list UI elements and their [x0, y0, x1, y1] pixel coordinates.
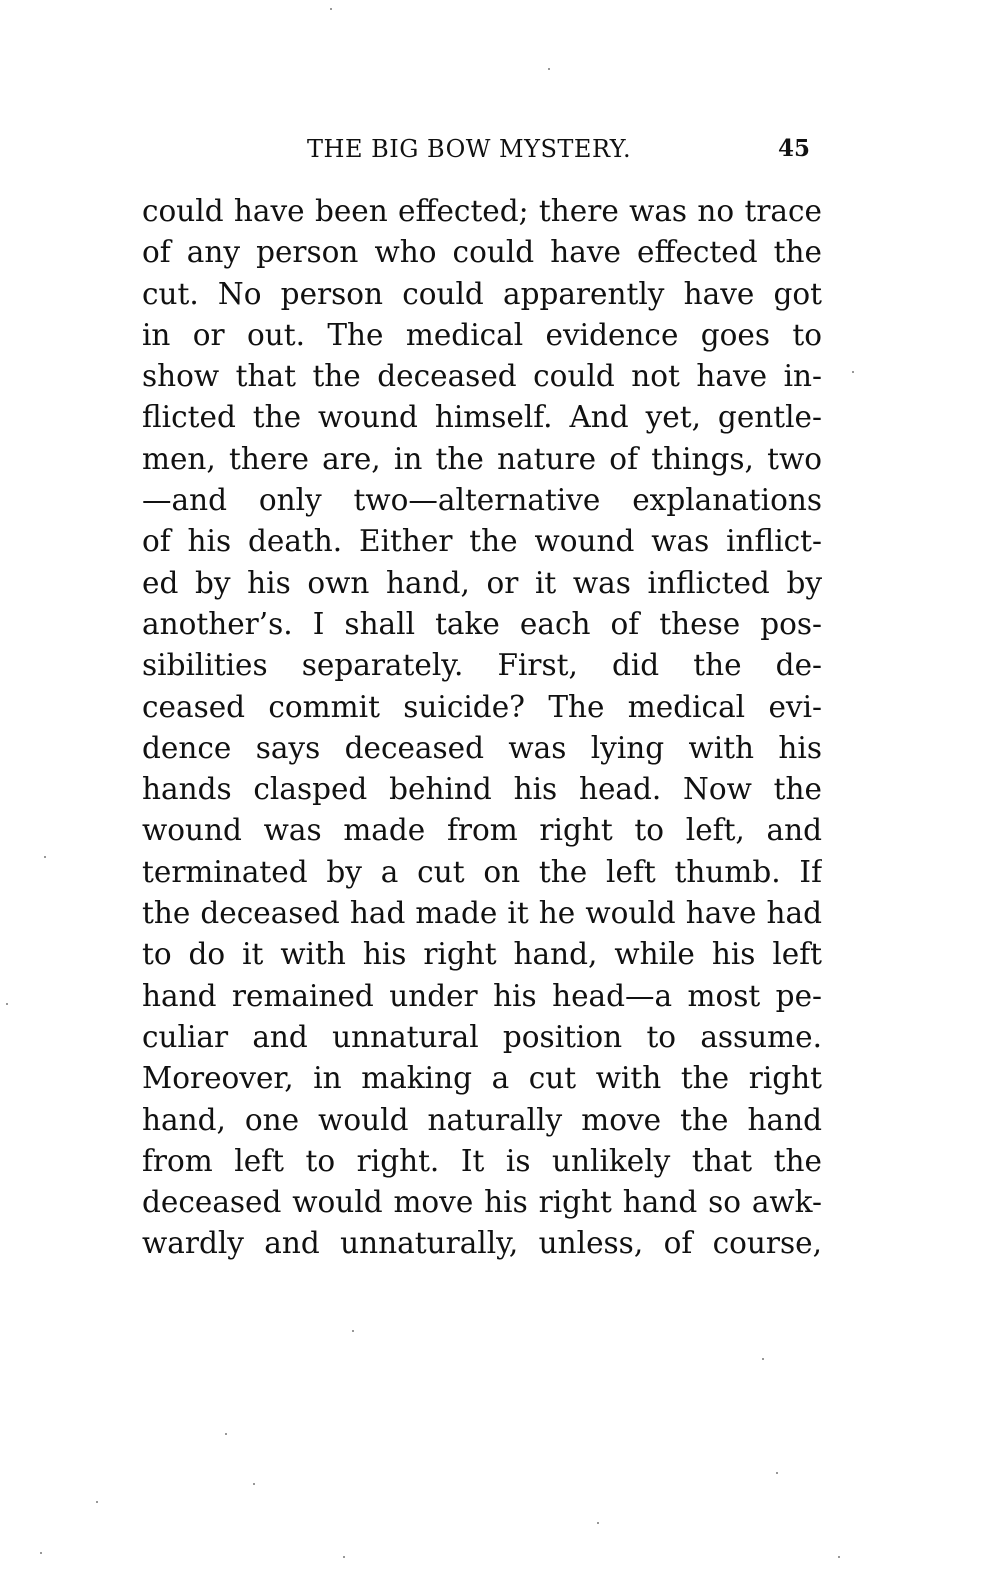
text-line: of his death. Either the wound was inflict- — [142, 524, 822, 559]
text-line: the deceased had made it he would have had — [142, 896, 822, 931]
text-line: to do it with his right hand, while his left — [142, 937, 822, 972]
text-line: men, there are, in the nature of things, two — [142, 441, 822, 476]
header-title: THE BIG BOW MYSTERY. — [307, 135, 632, 163]
scan-speck — [548, 68, 550, 70]
scan-speck — [838, 1556, 840, 1558]
scan-speck — [330, 8, 332, 10]
text-line: in or out. The medical evidence goes to — [142, 317, 822, 352]
text-line: another’s. I shall take each of these pos- — [142, 606, 822, 641]
scan-speck — [762, 1358, 764, 1360]
scan-speck — [225, 1433, 227, 1435]
text-line: from left to right. It is unlikely that the — [142, 1143, 822, 1178]
body-text — [142, 191, 822, 1265]
scan-speck — [343, 1556, 345, 1558]
text-line: sibilities separately. First, did the de- — [142, 648, 822, 683]
text-line: hand remained under his head—a most pe- — [142, 978, 822, 1013]
text-line: wound was made from right to left, and — [142, 813, 822, 848]
text-line: terminated by a cut on the left thumb. If — [142, 854, 822, 889]
text-line: could have been effected; there was no trace — [142, 194, 822, 228]
text-line: show that the deceased could not have in- — [142, 359, 822, 394]
scan-speck — [352, 1330, 354, 1332]
page-number: 45 — [777, 135, 810, 162]
scan-speck — [6, 1003, 8, 1005]
text-line: hand, one would naturally move the hand — [142, 1102, 822, 1137]
scan-speck — [776, 1472, 778, 1474]
text-line: of any person who could have effected the — [142, 235, 822, 270]
text-line: deceased would move his right hand so awk- — [142, 1185, 822, 1220]
text-line: wardly and unnaturally, unless, of course, — [142, 1226, 822, 1261]
scan-speck — [44, 856, 46, 858]
scan-speck — [852, 371, 854, 373]
text-line: hands clasped behind his head. Now the — [142, 772, 822, 807]
text-line: —and only two—alternative explanations — [142, 483, 822, 518]
text-line: flicted the wound himself. And yet, gentle- — [142, 400, 822, 435]
text-line: cut. No person could apparently have got — [142, 276, 822, 311]
text-line: Moreover, in making a cut with the right — [142, 1061, 822, 1096]
running-header — [142, 132, 822, 166]
scan-speck — [40, 1552, 42, 1554]
text-line: ed by his own hand, or it was inflicted by — [142, 565, 822, 600]
scan-speck — [253, 1483, 255, 1485]
scan-speck — [96, 1501, 98, 1503]
text-line: ceased commit suicide? The medical evi- — [142, 689, 822, 724]
text-line: dence says deceased was lying with his — [142, 730, 822, 765]
text-line: culiar and unnatural position to assume. — [142, 1019, 822, 1054]
scan-speck — [597, 1522, 599, 1524]
